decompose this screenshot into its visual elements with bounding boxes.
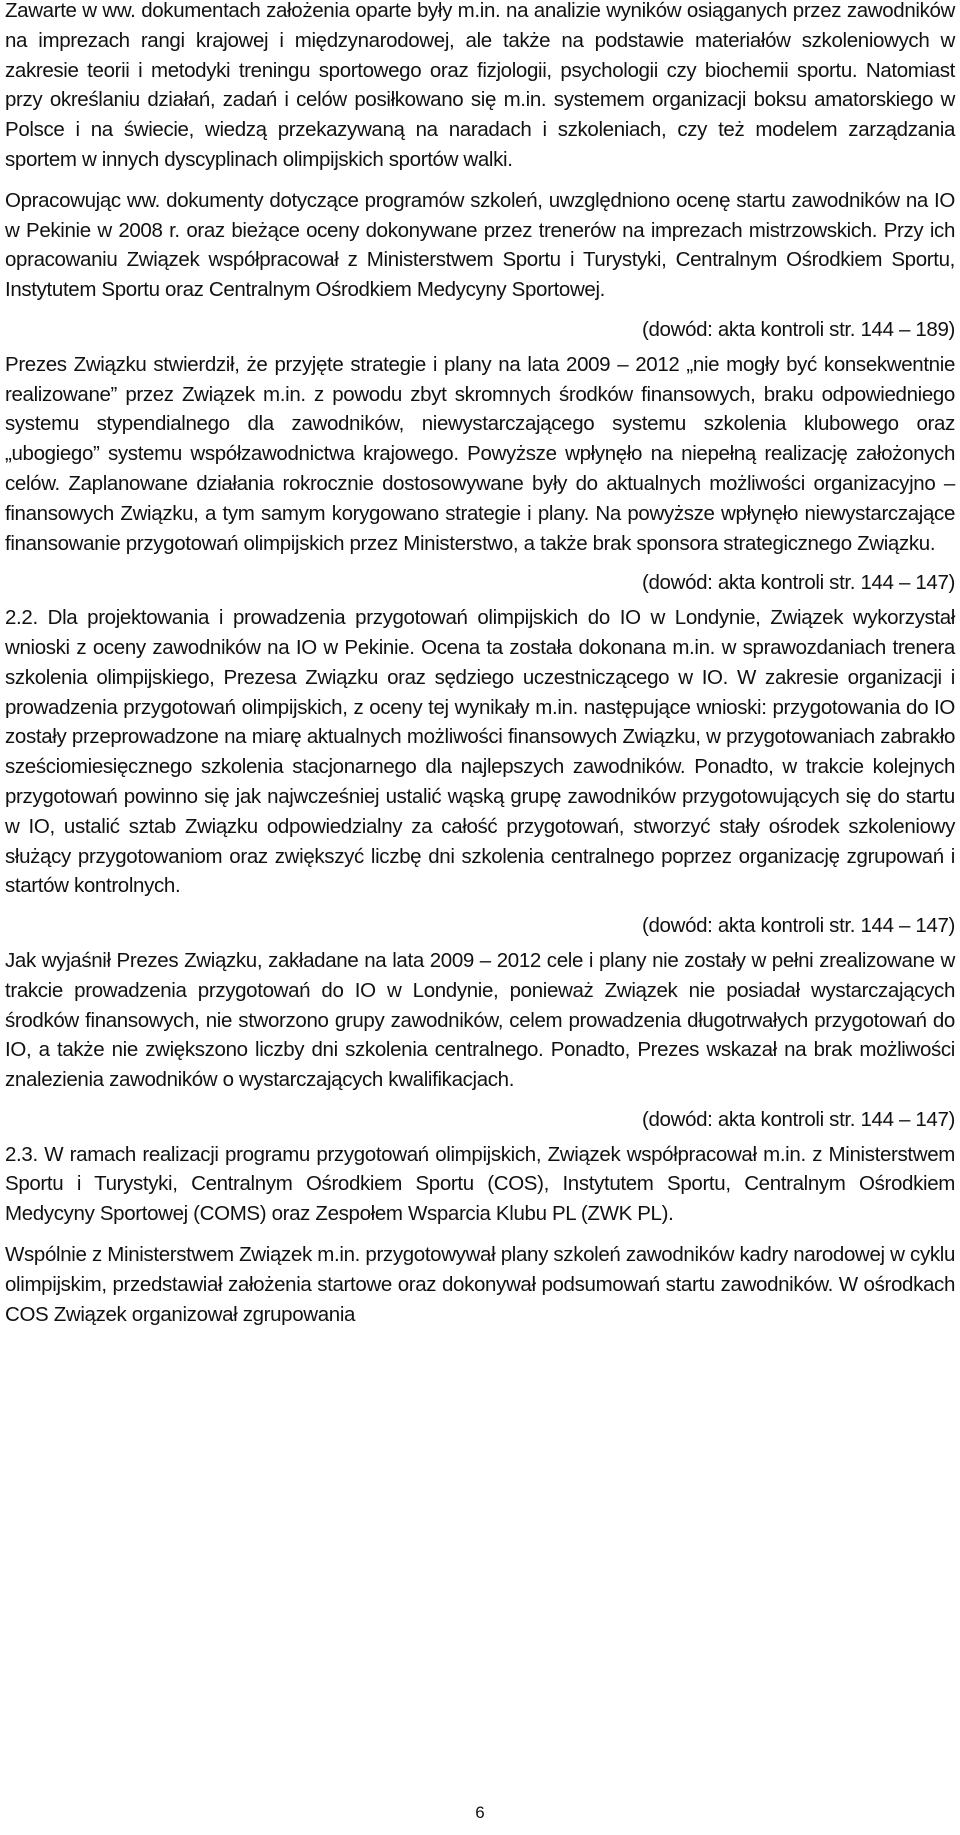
section-2-2-paragraph: 2.2. Dla projektowania i prowadzenia przygotowań olimpijskich do IO w Londynie, Związek wykorzystał wnioski z oceny zawodników na IO w Pekinie. Ocena ta została dokonana m.in. w sprawozdaniach trenera szkolenia olimpijskiego, Prezesa Związku oraz sędziego uczestniczącego w IO. W zakresie organizacji i prowadzenia przygotowań olimpijskich, z oceny tej wynikały m.in. następujące wnioski: przygotowania do IO zostały przeprowadzone na miarę aktualnych możliwości finansowych Związku, w przygotowaniach zabrakło sześciomiesięcznego szkolenia stacjonarnego dla najlepszych zawodników. Ponadto, w trakcie kolejnych przygotowań powinno się jak najwcześniej ustalić wąską grupę zawodników przygotowujących się do startu w IO, ustalić sztab Związku odpowiedzialny za całość przygotowań, stworzyć stały ośrodek szkoleniowy służący przygotowaniom oraz zwiększyć liczbę dni szkolenia centralnego poprzez organizację zgrupowań i startów kontrolnych. [5,606,955,898]
paragraph-plan-basis: Zawarte w ww. dokumentach założenia oparte były m.in. na analizie wyników osiąganych przez zawodników na imprezach rangi krajowej i międzynarodowej, ale także na podstawie materiałów szkoleniowych w zakresie teorii i metodyki treningu sportowego oraz fizjologii, psychologii czy biochemii sportu. Natomiast przy określaniu działań, zadań i celów posiłkowano się m.in. systemem organizacji boksu amatorskiego w Polsce i na świecie, wiedzą przekazywaną na naradach i szkoleniach, czy też modelem zarządzania sportem w innych dyscyplinach olimpijskich sportów walki. [5,0,955,171]
page-number: 6 [475,1803,485,1822]
paragraph-president-explanation: Jak wyjaśnił Prezes Związku, zakładane na lata 2009 – 2012 cele i plany nie zostały w pełni zrealizowane w trakcie prowadzenia przygotowań do IO w Londynie, ponieważ Związek nie posiadał wystarczających środków finansowych, nie stworzono grupy zawodników, celem prowadzenia długotrwałych przygotowań do IO, a także nie zwiększono liczby dni szkolenia centralnego. Ponadto, Prezes wskazał na brak możliwości znalezienia zawodników o wystarczających kwalifikacjach. [5,948,955,1092]
evidence-reference: (dowód: akta kontroli str. 144 – 147) [642,1107,955,1131]
paragraph-ministry-cooperation: Wspólnie z Ministerstwem Związek m.in. przygotowywał plany szkoleń zawodników kadry narodowej w cyklu olimpijskim, przedstawiał założenia startowe oraz dokonywał podsumowań startu zawodników. W ośrodkach COS Związek organizował zgrupowania [5,1243,955,1326]
evidence-reference: (dowód: akta kontroli str. 144 – 147) [642,571,955,595]
evidence-reference: (dowód: akta kontroli str. 144 – 147) [642,914,955,938]
paragraph-president-statement: Prezes Związku stwierdził, że przyjęte strategie i plany na lata 2009 – 2012 „nie mogły być konsekwentnie realizowane” przez Związek m.in. z powodu zbyt skromnych środków finansowych, braku odpowiedniego systemu stypendialnego dla zawodników, niewystarczającego systemu szkolenia klubowego oraz „ubogiego” systemu współzawodnictwa krajowego. Powyższe wpłynęło na niepełną realizację założonych celów. Zaplanowane działania rokrocznie dostosowywane były do aktualnych możliwości organizacyjno – finansowych Związku, a tym samym korygowano strategie i plany. Na powyższe wpłynęło niewystarczające finansowanie przygotowań olimpijskich przez Ministerstwo, a także brak sponsora strategicznego Związku. [5,352,955,555]
paragraph-program-documents: Opracowując ww. dokumenty dotyczące programów szkoleń, uwzględniono ocenę startu zawodników na IO w Pekinie w 2008 r. oraz bieżące oceny dokonywane przez trenerów na imprezach mistrzowskich. Przy ich opracowaniu Związek współpracował z Ministerstwem Sportu i Turystyki, Centralnym Ośrodkiem Sportu, Instytutem Sportu oraz Centralnym Ośrodkiem Medycyny Sportowej. [5,188,955,302]
document-body [5,0,955,1329]
evidence-reference: (dowód: akta kontroli str. 144 – 189) [642,317,955,341]
section-2-3-paragraph: 2.3. W ramach realizacji programu przygotowań olimpijskich, Związek współpracował m.in. z Ministerstwem Sportu i Turystyki, Centralnym Ośrodkiem Sportu (COS), Instytutem Sportu, Centralnym Ośrodkiem Medycyny Sportowej (COMS) oraz Zespołem Wsparcia Klubu PL (ZWK PL). [5,1142,955,1226]
